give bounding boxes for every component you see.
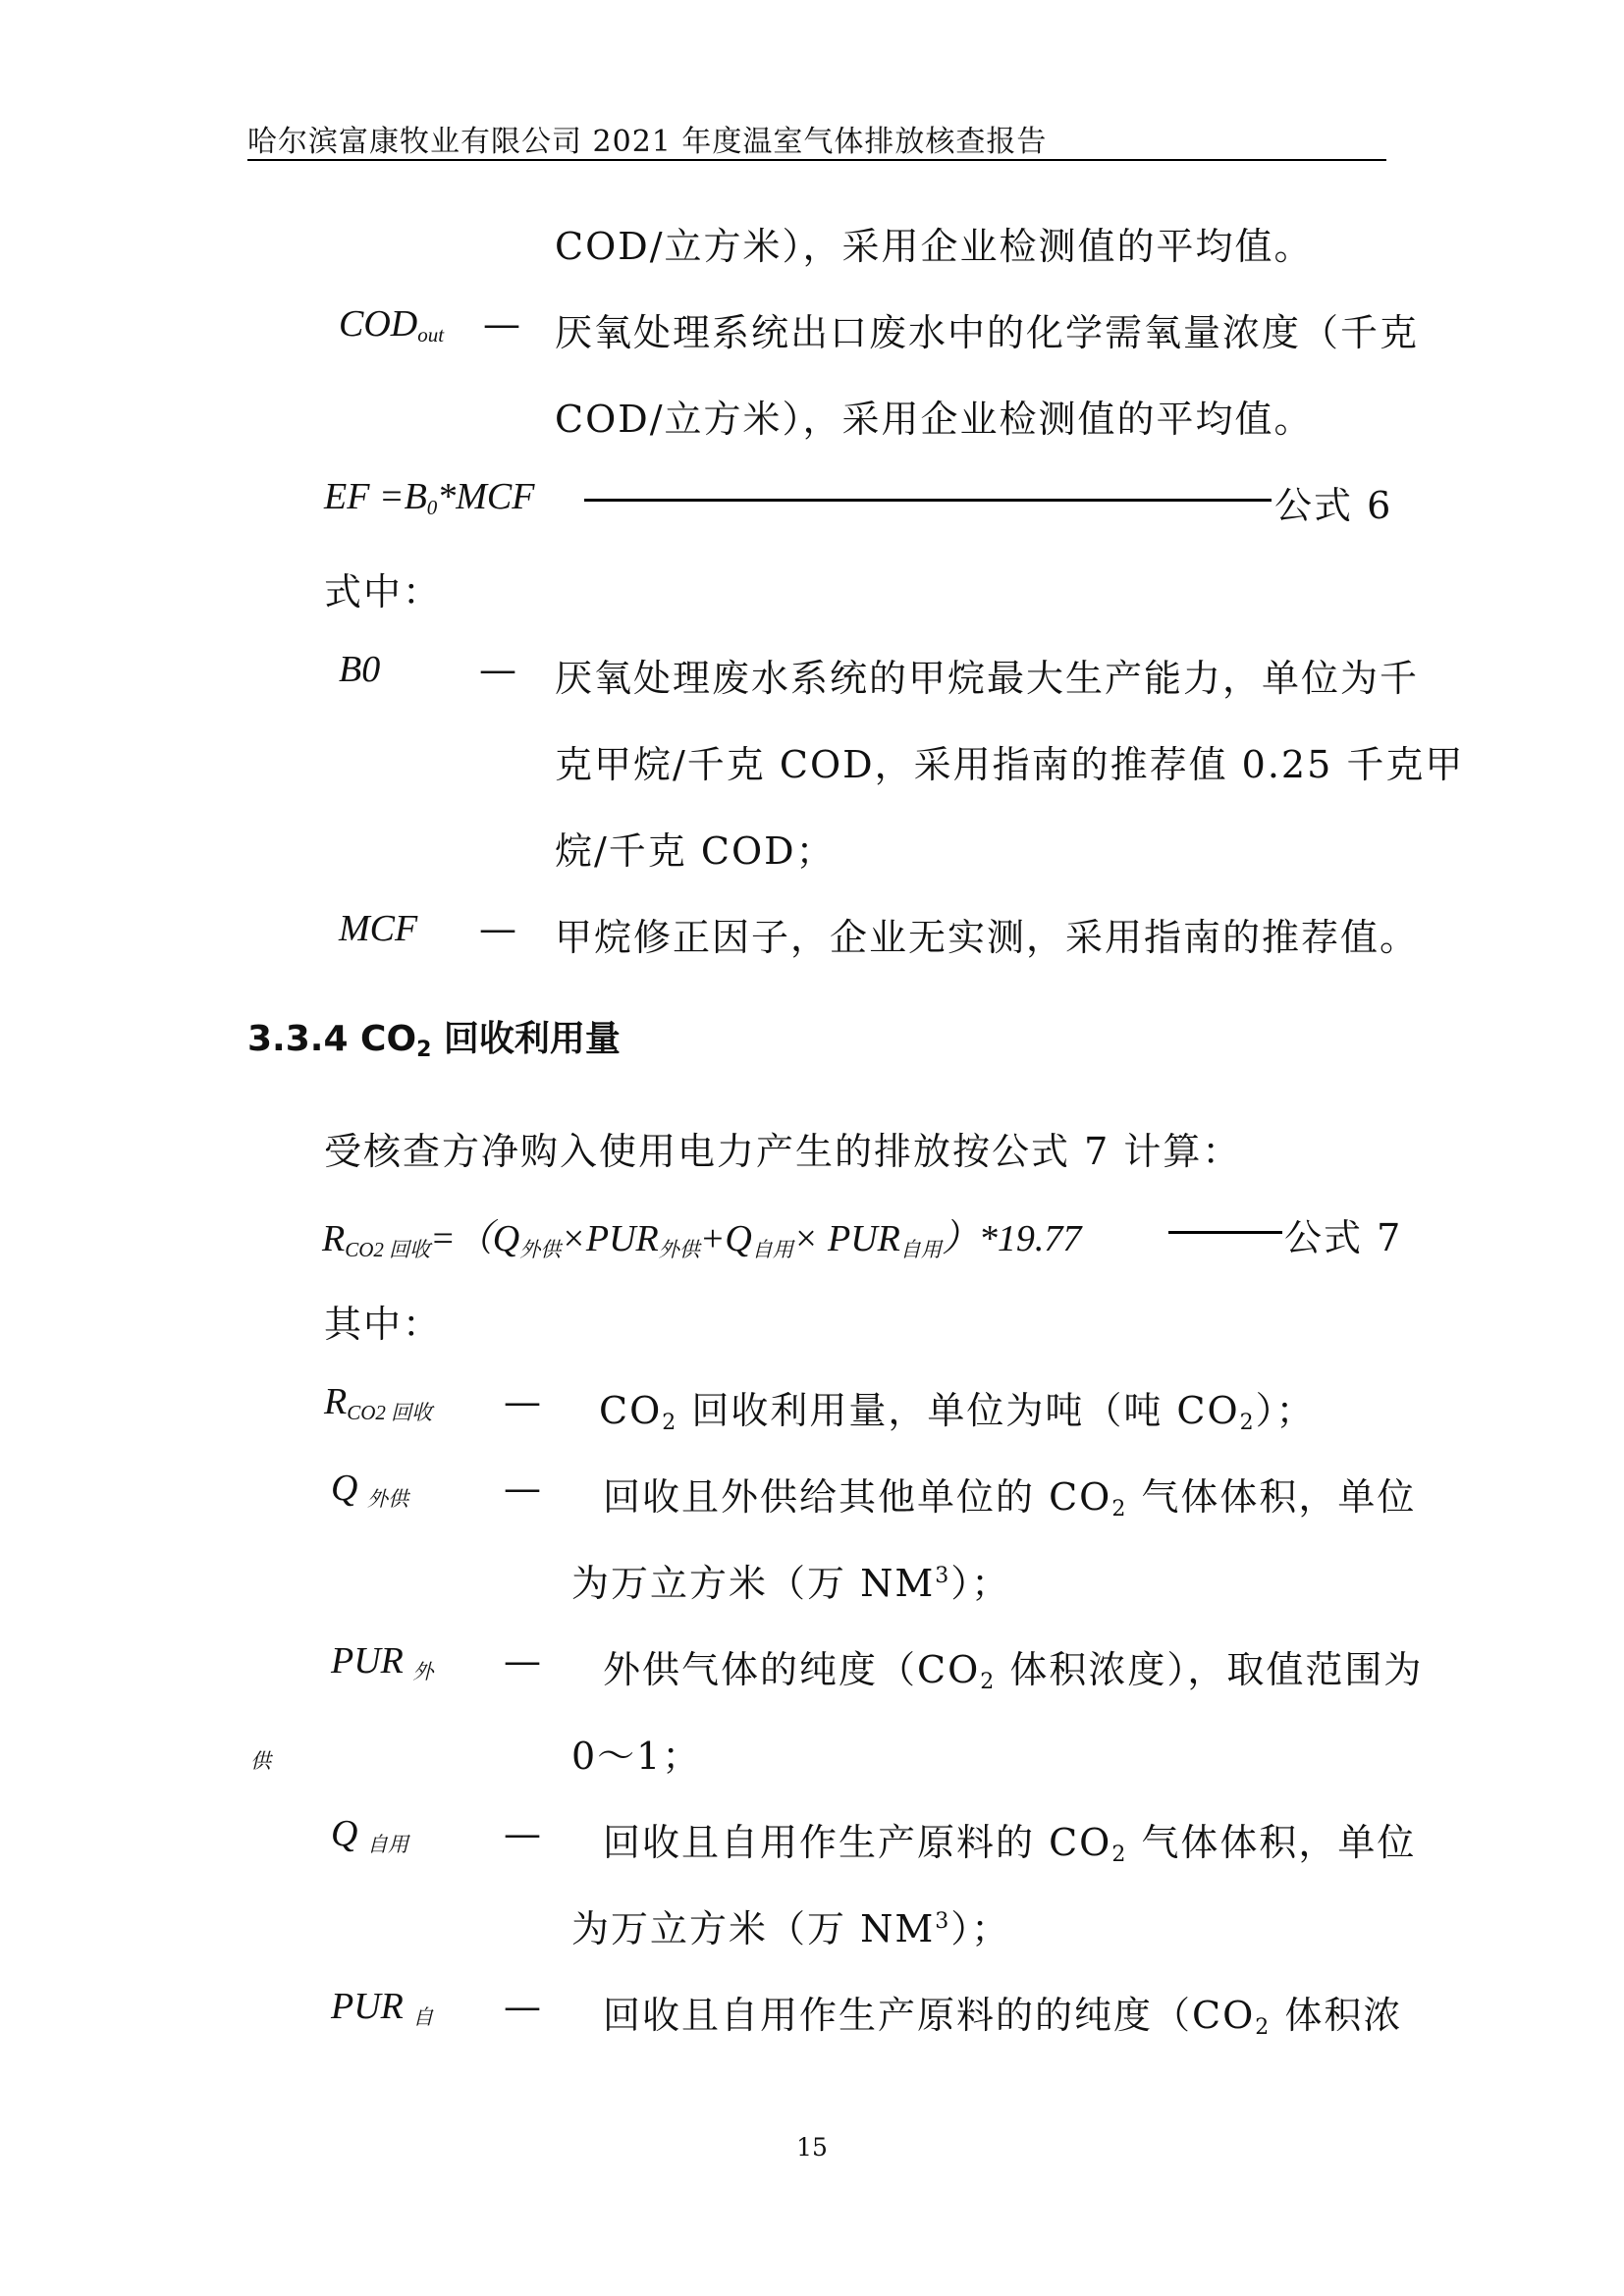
pur-external-sub: 外 [412, 1660, 434, 1683]
b0-dash: — [479, 648, 516, 691]
section-heading-sub: 2 [416, 1038, 432, 1062]
q-self-text-1-b: 气体体积，单位 [1127, 1821, 1417, 1864]
f7-r-sub: CO2 回收 [345, 1238, 431, 1261]
header-rule [247, 159, 1386, 161]
pur-external-symbol [331, 1639, 433, 1685]
q-external-text-1-sub: 2 [1111, 1497, 1128, 1522]
q-external-text-1 [603, 1467, 1416, 1522]
r-symbol-sub: CO2 回收 [347, 1401, 433, 1424]
intro-paragraph: 受核查方净购入使用电力产生的排放按公式 7 计算： [324, 1130, 1242, 1173]
q-self-text-1 [603, 1812, 1416, 1867]
cod-out-symbol [339, 302, 444, 347]
q-self-text-2-a: 为万立方米（万 NM [571, 1907, 936, 1950]
r-symbol-main: R [324, 1381, 348, 1422]
cod-in-continuation: COD/立方米），采用企业检测值的平均值。 [555, 225, 1314, 268]
formula-7-label: 公式 7 [1284, 1216, 1403, 1259]
q-external-text-2-sup: 3 [935, 1564, 951, 1588]
b0-text-3: 烷/千克 COD； [555, 829, 836, 873]
formula-6-part-b: *MCF [437, 476, 535, 517]
pur-self-text-sub: 2 [1255, 2015, 1272, 2040]
f7-end: ）*19.77 [941, 1218, 1082, 1259]
r-text-a: CO [599, 1389, 663, 1432]
formula-6-part-a: EF =B [324, 476, 427, 517]
formula-6 [324, 475, 535, 520]
q-external-text-2-a: 为万立方米（万 NM [571, 1562, 936, 1605]
section-heading-a: 3.3.4 CO [247, 1019, 417, 1059]
f7-x1: ×PUR [561, 1218, 659, 1259]
pur-external-text-1 [603, 1639, 1423, 1694]
q-external-sub: 外供 [366, 1487, 408, 1511]
q-self-text-2-b: ）； [950, 1907, 1011, 1950]
cod-out-dash: — [483, 302, 520, 346]
section-heading-b: 回收利用量 [431, 1019, 621, 1059]
f7-x2: × PUR [792, 1218, 900, 1259]
r-text-c: ）； [1255, 1389, 1316, 1432]
pur-external-sub-overflow: 供 [250, 1749, 271, 1773]
b0-text-1: 厌氧处理废水系统的甲烷最大生产能力，单位为千 [555, 657, 1420, 700]
mcf-symbol: MCF [339, 908, 418, 949]
page-number: 15 [796, 2133, 828, 2162]
q-self-text-2 [571, 1898, 1010, 1952]
r-text-sub2: 2 [1239, 1411, 1256, 1435]
f7-plus: +Q [699, 1218, 752, 1259]
pur-external-text-2: 0～1； [571, 1735, 702, 1778]
formula-6-leader-line [584, 499, 1272, 502]
r-dash: — [504, 1380, 541, 1423]
r-symbol [324, 1380, 432, 1426]
cod-out-symbol-sub: out [417, 323, 445, 347]
q-self-text-1-a: 回收且自用作生产原料的 CO [603, 1821, 1112, 1864]
pur-external-text-1-a: 外供气体的纯度（CO [603, 1648, 981, 1691]
page-header-title: 哈尔滨富康牧业有限公司 2021 年度温室气体排放核查报告 [247, 125, 1048, 159]
pur-self-text-b: 体积浓 [1271, 1994, 1403, 2037]
q-self-sub: 自用 [366, 1833, 408, 1856]
q-external-text-1-a: 回收且外供给其他单位的 CO [603, 1475, 1112, 1519]
pur-self-symbol [331, 1985, 433, 2031]
r-text-b: 回收利用量，单位为吨（吨 CO [677, 1389, 1240, 1432]
f7-q2-sub: 自用 [751, 1238, 793, 1261]
q-self-text-1-sub: 2 [1111, 1842, 1128, 1867]
b0-symbol: B0 [339, 649, 381, 690]
pur-self-text [603, 1985, 1402, 2040]
formula-7-leader-line [1168, 1231, 1282, 1234]
mcf-text: 甲烷修正因子，企业无实测，采用指南的推荐值。 [555, 916, 1420, 959]
q-self-main: Q [331, 1813, 358, 1854]
pur-self-main: PUR [331, 1986, 404, 2027]
q-self-text-2-sup: 3 [935, 1909, 951, 1934]
section-heading [247, 1011, 621, 1062]
r-text [599, 1380, 1316, 1435]
pur-external-main: PUR [331, 1640, 404, 1682]
where-label-2: 其中： [324, 1303, 443, 1346]
cod-out-text-2: COD/立方米），采用企业检测值的平均值。 [555, 398, 1314, 441]
f7-pur2-sub: 自用 [899, 1238, 942, 1261]
where-label-1: 式中： [324, 570, 443, 614]
q-external-text-1-b: 气体体积，单位 [1127, 1475, 1417, 1519]
pur-self-sub: 自 [412, 2005, 434, 2029]
q-external-dash: — [504, 1467, 541, 1510]
cod-out-symbol-main: COD [339, 303, 418, 345]
q-external-symbol [331, 1467, 408, 1513]
q-self-dash: — [504, 1812, 541, 1855]
b0-text-2: 克甲烷/千克 COD，采用指南的推荐值 0.25 千克甲 [555, 743, 1465, 786]
pur-external-dash: — [504, 1639, 541, 1682]
pur-external-text-1-b: 体积浓度），取值范围为 [996, 1648, 1424, 1691]
f7-pur1-sub: 外供 [658, 1238, 700, 1261]
formula-6-sub: 0 [426, 496, 438, 519]
f7-eq: =（Q [430, 1218, 520, 1259]
pur-external-text-1-sub: 2 [980, 1670, 997, 1694]
q-external-main: Q [331, 1468, 358, 1509]
pur-self-dash: — [504, 1985, 541, 2028]
pur-self-text-a: 回收且自用作生产原料的的纯度（CO [603, 1994, 1256, 2037]
formula-6-label: 公式 6 [1274, 484, 1393, 527]
formula-7 [322, 1207, 1081, 1263]
cod-out-text-1: 厌氧处理系统出口废水中的化学需氧量浓度（千克 [555, 311, 1420, 354]
q-external-text-2 [571, 1553, 1010, 1607]
f7-q1-sub: 外供 [519, 1238, 562, 1261]
r-text-sub: 2 [662, 1411, 678, 1435]
q-self-symbol [331, 1812, 408, 1858]
f7-r: R [322, 1218, 346, 1259]
q-external-text-2-b: ）； [950, 1562, 1011, 1605]
mcf-dash: — [479, 907, 516, 950]
